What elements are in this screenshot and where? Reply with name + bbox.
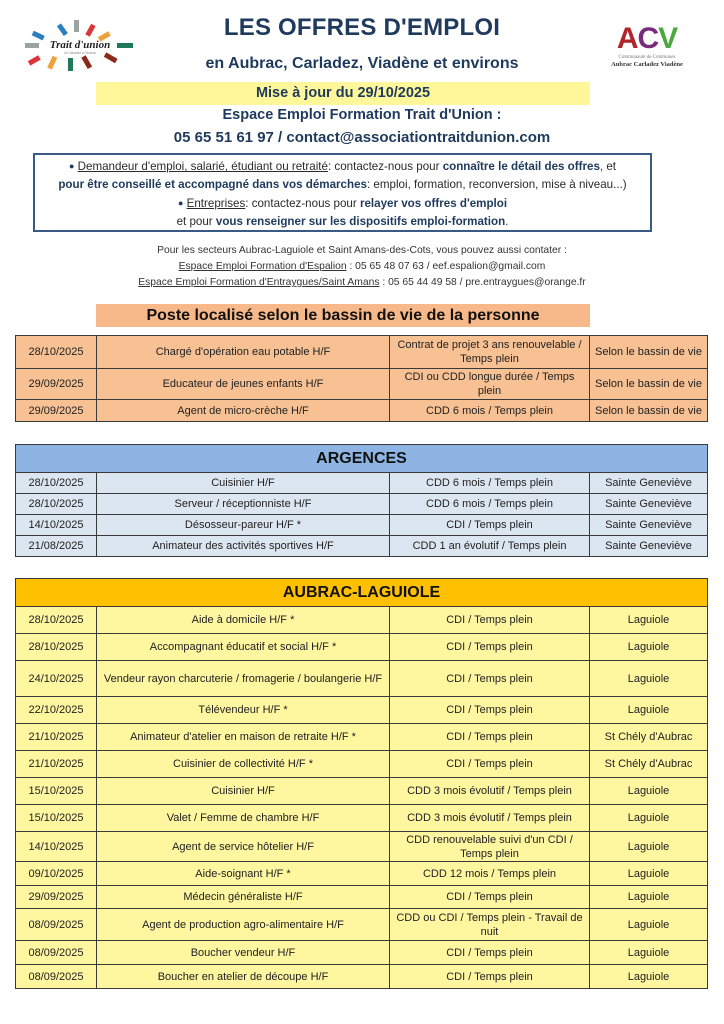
job-date: 28/10/2025 [16, 336, 97, 369]
job-row[interactable] [16, 400, 708, 422]
job-contract: CDD 12 mois / Temps plein [390, 862, 590, 886]
job-title: Cuisinier de collectivité H/F * [97, 751, 390, 778]
contact-info[interactable]: 05 65 51 61 97 / contact@associationtraitdunion.com [173, 129, 551, 146]
info-line-3: ● Entreprises: contactez-nous pour relayer vos offres d'emploi [177, 197, 508, 210]
entraygues-link[interactable]: Espace Emploi Formation d'Entraygues/Saint Amans [138, 277, 380, 288]
job-date: 24/10/2025 [16, 661, 97, 697]
job-row[interactable] [16, 536, 708, 557]
job-title: Agent de service hôtelier H/F [97, 832, 390, 862]
job-row[interactable] [16, 473, 708, 494]
section-title-argences: ARGENCES [16, 445, 708, 473]
job-contract: CDI / Temps plein [390, 634, 590, 661]
job-location: Laguiole [590, 634, 708, 661]
job-title: Aide à domicile H/F * [97, 607, 390, 634]
job-date: 15/10/2025 [16, 778, 97, 805]
espalion-contact: Espace Emploi Formation d'Espalion : 05 65 48 07 63 / eef.espalion@gmail.com [178, 261, 546, 272]
job-title: Serveur / réceptionniste H/F [97, 494, 390, 515]
job-contract: CDD 6 mois / Temps plein [390, 494, 590, 515]
bullet-icon: ● [68, 161, 75, 171]
job-title: Agent de production agro-alimentaire H/F [97, 909, 390, 941]
acv-subtitle-1: Communauté de Communes [618, 55, 676, 60]
job-title: Educateur de jeunes enfants H/F [97, 369, 390, 400]
job-date: 15/10/2025 [16, 805, 97, 832]
entraygues-contact: Espace Emploi Formation d'Entraygues/Saint Amans : 05 65 44 49 58 / pre.entraygues@orange.fr [138, 277, 586, 288]
job-contract: CDD renouvelable suivi d'un CDI / Temps plein [390, 832, 590, 862]
job-title: Valet / Femme de chambre H/F [97, 805, 390, 832]
companies-link[interactable]: Entreprises [186, 197, 246, 210]
job-contract: CDI / Temps plein [390, 515, 590, 536]
info-line-1: ● Demandeur d'emploi, salarié, étudiant ou retraité: contactez-nous pour connaître le détail des offres, et [68, 160, 617, 173]
job-row[interactable] [16, 724, 708, 751]
job-title: Cuisinier H/F [97, 778, 390, 805]
job-contract: CDD ou CDI / Temps plein - Travail de nuit [390, 909, 590, 941]
job-date: 28/10/2025 [16, 607, 97, 634]
info-line-4: et pour vous renseigner sur les dispositifs emploi-formation. [176, 215, 509, 228]
job-row[interactable] [16, 778, 708, 805]
job-row[interactable] [16, 751, 708, 778]
info-box [33, 153, 652, 232]
job-contract: CDD 6 mois / Temps plein [390, 473, 590, 494]
job-contract: CDI / Temps plein [390, 941, 590, 965]
organization-name: Espace Emploi Formation Trait d'Union : [222, 107, 502, 123]
job-location: Selon le bassin de vie [590, 400, 708, 422]
svg-text:Trait d'union: Trait d'union [49, 39, 111, 51]
job-contract: CDD 3 mois évolutif / Temps plein [390, 805, 590, 832]
job-title: Boucher vendeur H/F [97, 941, 390, 965]
job-row[interactable] [16, 336, 708, 369]
espalion-link[interactable]: Espace Emploi Formation d'Espalion [178, 261, 347, 272]
job-row[interactable] [16, 832, 708, 862]
job-title: Boucher en atelier de découpe H/F [97, 965, 390, 989]
job-location: Laguiole [590, 805, 708, 832]
job-row[interactable] [16, 965, 708, 989]
job-location: Laguiole [590, 909, 708, 941]
job-title: Télévendeur H/F * [97, 697, 390, 724]
job-title: Vendeur rayon charcuterie / fromagerie / boulangerie H/F [97, 661, 390, 697]
job-row[interactable] [16, 862, 708, 886]
job-contract: CDD 3 mois évolutif / Temps plein [390, 778, 590, 805]
job-location: Laguiole [590, 697, 708, 724]
job-row[interactable] [16, 886, 708, 909]
job-contract: CDD 6 mois / Temps plein [390, 400, 590, 422]
job-title: Accompagnant éducatif et social H/F * [97, 634, 390, 661]
job-location: Sainte Geneviève [590, 494, 708, 515]
job-contract: Contrat de projet 3 ans renouvelable / Temps plein [390, 336, 590, 369]
jobs-table-aubrac-laguiole [15, 578, 708, 989]
job-location: Laguiole [590, 607, 708, 634]
job-row[interactable] [16, 515, 708, 536]
job-contract: CDI / Temps plein [390, 886, 590, 909]
job-contract: CDI / Temps plein [390, 697, 590, 724]
job-date: 28/10/2025 [16, 494, 97, 515]
job-date: 28/10/2025 [16, 634, 97, 661]
job-seekers-link[interactable]: Demandeur d'emploi, salarié, étudiant ou retraité [77, 160, 328, 173]
job-location: Laguiole [590, 886, 708, 909]
job-title: Chargé d'opération eau potable H/F [97, 336, 390, 369]
job-location: Laguiole [590, 862, 708, 886]
job-row[interactable] [16, 805, 708, 832]
svg-text:du Carladez à l'Aubrac: du Carladez à l'Aubrac [63, 51, 97, 55]
job-title: Agent de micro-crèche H/F [97, 400, 390, 422]
job-location: Sainte Geneviève [590, 536, 708, 557]
bullet-icon: ● [177, 198, 184, 208]
job-date: 22/10/2025 [16, 697, 97, 724]
job-row[interactable] [16, 369, 708, 400]
job-date: 21/08/2025 [16, 536, 97, 557]
job-date: 08/09/2025 [16, 965, 97, 989]
jobs-table-argences [15, 444, 708, 557]
jobs-table-bassin [15, 335, 708, 422]
job-location: Sainte Geneviève [590, 515, 708, 536]
job-row[interactable] [16, 607, 708, 634]
job-contract: CDI / Temps plein [390, 965, 590, 989]
job-title: Désosseur-pareur H/F * [97, 515, 390, 536]
job-date: 14/10/2025 [16, 832, 97, 862]
job-row[interactable] [16, 941, 708, 965]
job-row[interactable] [16, 661, 708, 697]
section-title-bassin: Poste localisé selon le bassin de vie de la personne [96, 304, 590, 327]
section-title-aubrac-laguiole: AUBRAC-LAGUIOLE [16, 579, 708, 607]
job-location: Laguiole [590, 941, 708, 965]
job-contract: CDI / Temps plein [390, 661, 590, 697]
job-date: 14/10/2025 [16, 515, 97, 536]
job-date: 21/10/2025 [16, 751, 97, 778]
job-row[interactable] [16, 494, 708, 515]
job-location: Selon le bassin de vie [590, 369, 708, 400]
acv-subtitle-2: Aubrac Carladez Viadène [611, 61, 683, 68]
job-contract: CDD 1 an évolutif / Temps plein [390, 536, 590, 557]
job-date: 29/09/2025 [16, 369, 97, 400]
job-location: Laguiole [590, 965, 708, 989]
job-date: 08/09/2025 [16, 909, 97, 941]
job-title: Animateur d'atelier en maison de retraite H/F * [97, 724, 390, 751]
job-row[interactable] [16, 634, 708, 661]
job-title: Médecin généraliste H/F [97, 886, 390, 909]
job-row[interactable] [16, 697, 708, 724]
job-date: 08/09/2025 [16, 941, 97, 965]
job-location: Laguiole [590, 832, 708, 862]
job-date: 09/10/2025 [16, 862, 97, 886]
info-line-2: pour être conseillé et accompagné dans vos démarches: emploi, formation, reconversion, mise à niveau...) [58, 178, 627, 191]
job-contract: CDI / Temps plein [390, 607, 590, 634]
job-location: Sainte Geneviève [590, 473, 708, 494]
page-subtitle: en Aubrac, Carladez, Viadène et environs [205, 55, 519, 72]
job-contract: CDI / Temps plein [390, 751, 590, 778]
job-contract: CDI ou CDD longue durée / Temps plein [390, 369, 590, 400]
job-date: 21/10/2025 [16, 724, 97, 751]
job-date: 29/09/2025 [16, 886, 97, 909]
job-contract: CDI / Temps plein [390, 724, 590, 751]
acv-letters: ACV [616, 22, 678, 55]
job-date: 28/10/2025 [16, 473, 97, 494]
job-title: Aide-soignant H/F * [97, 862, 390, 886]
job-row[interactable] [16, 909, 708, 941]
job-location: St Chély d'Aubrac [590, 751, 708, 778]
job-date: 29/09/2025 [16, 400, 97, 422]
job-location: St Chély d'Aubrac [590, 724, 708, 751]
job-location: Selon le bassin de vie [590, 336, 708, 369]
other-contacts [0, 243, 724, 291]
job-location: Laguiole [590, 778, 708, 805]
update-date-banner: Mise à jour du 29/10/2025 [96, 82, 590, 105]
page-title: LES OFFRES D'EMPLOI [223, 14, 501, 41]
job-title: Cuisinier H/F [97, 473, 390, 494]
job-title: Animateur des activités sportives H/F [97, 536, 390, 557]
other-contacts-intro: Pour les secteurs Aubrac-Laguiole et Saint Amans-des-Cots, vous pouvez aussi contater : [157, 245, 567, 256]
job-location: Laguiole [590, 661, 708, 697]
